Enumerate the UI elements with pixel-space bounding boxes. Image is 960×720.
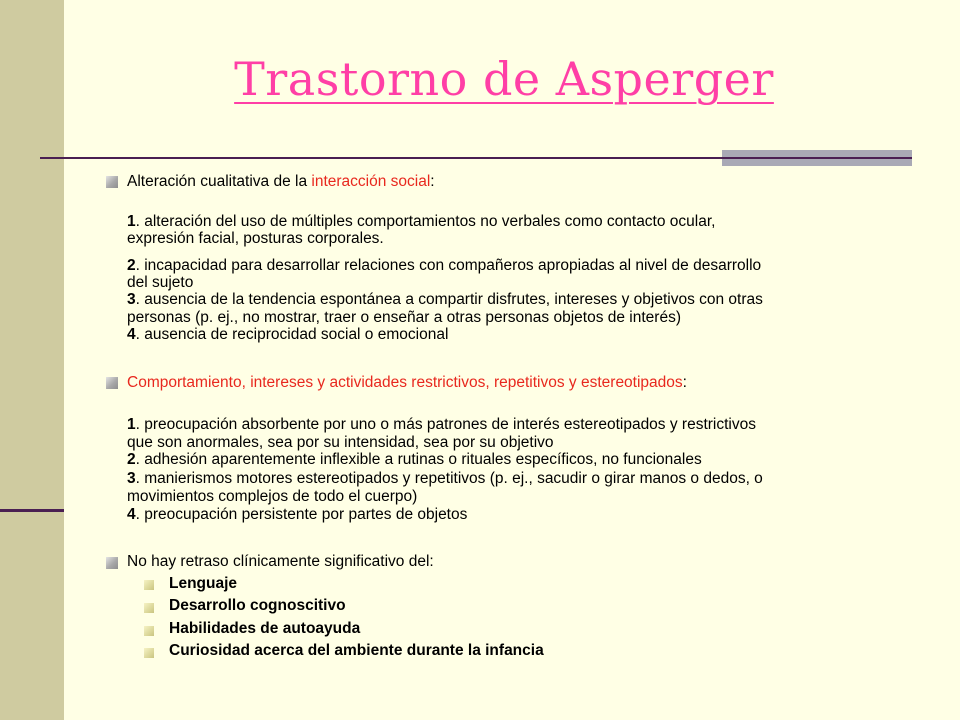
behavior-item-4: 4. preocupación persistente por partes de objetos xyxy=(127,506,468,523)
behavior-item-1-cont: que son anormales, sea por su intensidad, sea por su objetivo xyxy=(127,434,554,451)
social-item-2-cont: del sujeto xyxy=(127,274,194,291)
social-item-1-cont: expresión facial, posturas corporales. xyxy=(127,230,384,247)
delay-item-cognoscitivo: Desarrollo cognoscitivo xyxy=(169,597,346,614)
behavior-intro: Comportamiento, intereses y actividades restrictivos, repetitivos y estereotipados: xyxy=(127,374,687,391)
sub-bullet-square-icon xyxy=(144,603,154,613)
left-band-accent-line xyxy=(0,509,64,512)
behavior-item-3: 3. manierismos motores estereotipados y repetitivos (p. ej., sacudir o girar manos o dedos, o xyxy=(127,470,763,487)
behavior-item-1: 1. preocupación absorbente por uno o más patrones de interés estereotipados y restrictivos xyxy=(127,416,756,433)
left-decorative-band xyxy=(0,0,64,720)
behavior-item-2: 2. adhesión aparentemente inflexible a rutinas o rituales específicos, no funcionales xyxy=(127,451,702,468)
social-item-1: 1. alteración del uso de múltiples comportamientos no verbales como contacto ocular, xyxy=(127,213,716,230)
social-item-3-cont: personas (p. ej., no mostrar, traer o enseñar a otras personas objetos de interés) xyxy=(127,309,681,326)
bullet-square-icon xyxy=(106,557,118,569)
bullet-square-icon xyxy=(106,377,118,389)
social-item-2: 2. incapacidad para desarrollar relaciones con compañeros apropiadas al nivel de desarrollo xyxy=(127,257,762,274)
social-item-3: 3. ausencia de la tendencia espontánea a compartir disfrutes, intereses y objetivos con otras xyxy=(127,291,763,308)
sub-bullet-square-icon xyxy=(144,626,154,636)
title-rule-block-line xyxy=(722,157,912,159)
slide-title[interactable]: Trastorno de Asperger xyxy=(234,52,774,106)
social-intro-highlight: interacción social xyxy=(311,173,431,190)
social-item-4: 4. ausencia de reciprocidad social o emocional xyxy=(127,326,449,343)
sub-bullet-square-icon xyxy=(144,648,154,658)
social-intro: Alteración cualitativa de la interacción social: xyxy=(127,173,435,190)
behavior-item-3-cont: movimientos complejos de todo el cuerpo) xyxy=(127,488,418,505)
delay-item-autoayuda: Habilidades de autoayuda xyxy=(169,620,361,637)
bullet-square-icon xyxy=(106,176,118,188)
delay-item-curiosidad: Curiosidad acerca del ambiente durante la infancia xyxy=(169,642,544,659)
delay-item-lenguaje: Lenguaje xyxy=(169,575,238,592)
behavior-intro-highlight: Comportamiento, intereses y actividades restrictivos, repetitivos y estereotipados xyxy=(127,374,683,391)
sub-bullet-square-icon xyxy=(144,580,154,590)
delay-intro: No hay retraso clínicamente significativo del: xyxy=(127,553,434,570)
